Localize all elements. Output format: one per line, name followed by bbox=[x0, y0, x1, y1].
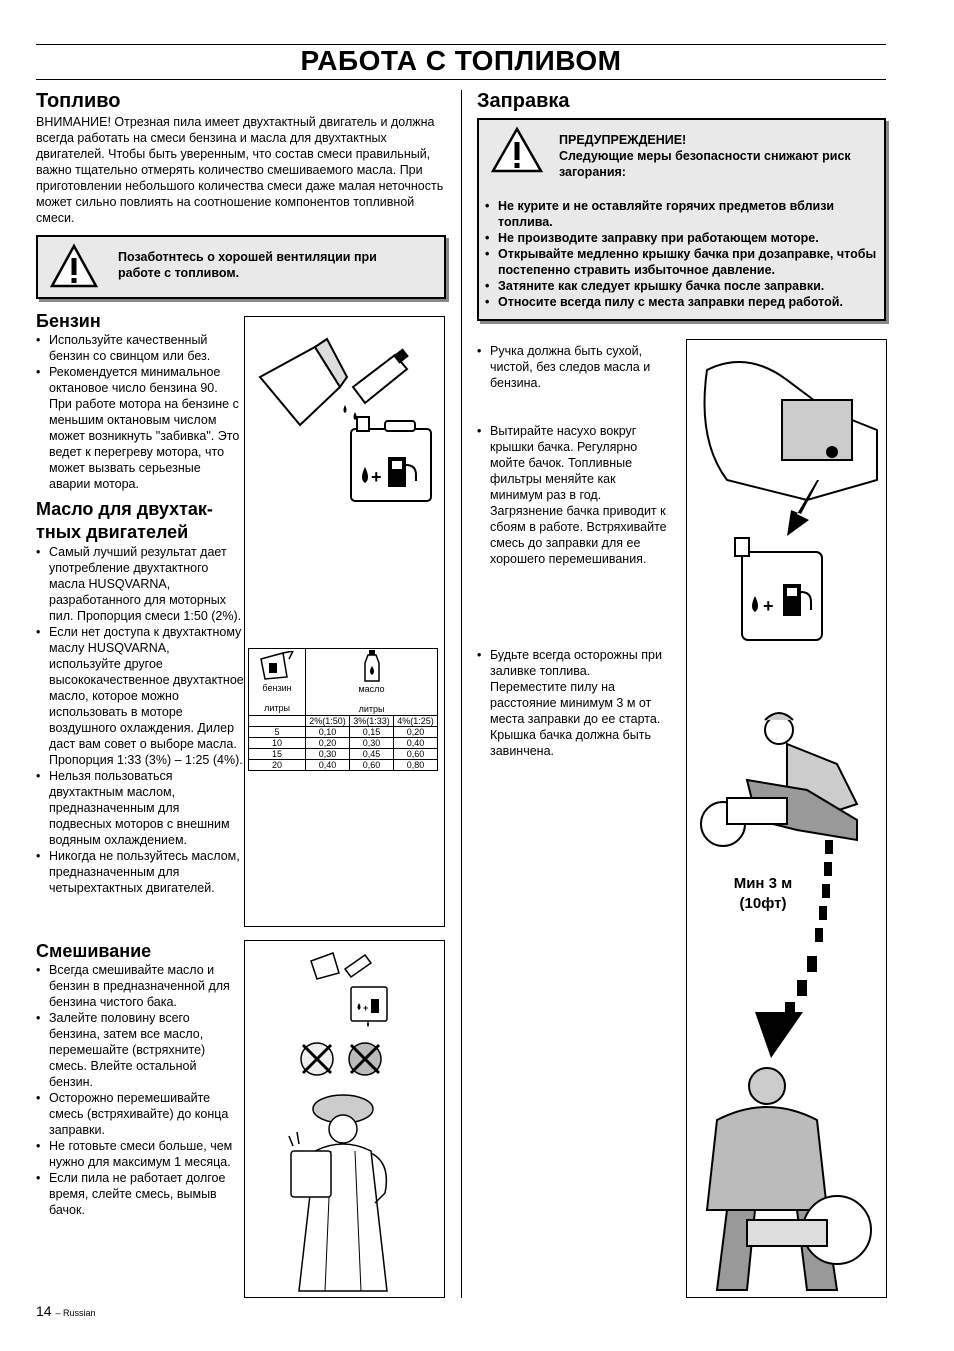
petrol-label: бензин bbox=[262, 683, 292, 693]
table-cell: 0,45 bbox=[350, 749, 394, 760]
table-cell: 0,20 bbox=[394, 727, 438, 738]
oil-bottle-icon bbox=[362, 650, 382, 682]
svg-text:+: + bbox=[763, 596, 774, 616]
list-item: • Осторожно перемешивайте смесь (встряхивайте) до конца заправки. bbox=[36, 1090, 236, 1138]
fuel-can-icon bbox=[257, 651, 297, 681]
oil-header-cell bbox=[306, 649, 438, 716]
list-item: • Если нет доступа к двухтактному маслу HUSQVARNA, используйте другое высококачественное двухтактное масло, которое можно использовать в моторе воздушного охлаждения. Дилер даст вам совет о выборе масла. Пропорция 1:33 (3%) – 1:25 (4%). bbox=[36, 624, 244, 768]
list-item: • Затяните как следует крышку бачка после заправки. bbox=[485, 278, 881, 294]
page-footer bbox=[36, 1303, 96, 1319]
list-item: • Не курите и не оставляйте горячих предметов вблизи топлива. bbox=[485, 198, 881, 230]
mixing-figure bbox=[244, 940, 445, 1298]
table-row bbox=[249, 727, 438, 738]
oil-heading bbox=[36, 498, 213, 544]
list-item: • Рекомендуется минимальное октановое число бензина 90. При работе мотора на бензине с меньшим октановым числом может возникнуть "забивка". Это ведет к перегреву мотора, что может вызвать серьезные аварии мотора. bbox=[36, 364, 244, 492]
list-item: • Всегда смешивайте масло и бензин в предназначенной для бензина чистого бака. bbox=[36, 962, 236, 1010]
mix-ratio-table bbox=[248, 648, 438, 771]
table-cell: 20 bbox=[249, 760, 306, 771]
list-item: • Будьте всегда осторожны при заливке топлива. Переместите пилу на расстояние минимум 3 м от места заправки до ее старта. Крышка бачка должна быть завинчена. bbox=[477, 647, 669, 759]
warning-triangle-icon bbox=[50, 243, 98, 289]
list-item: • Используйте качественный бензин со свинцом или без. bbox=[36, 332, 244, 364]
table-header-cell: 3%(1:33) bbox=[350, 716, 394, 727]
list-item: • Самый лучший результат дает употребление двухтактного масла HUSQVARNA, разработанного для моторных пил. Пропорция смеси 1:50 (2%). bbox=[36, 544, 244, 624]
table-cell: 0,40 bbox=[394, 738, 438, 749]
distance-line2: (10фт) bbox=[739, 895, 787, 912]
table-cell: 0,10 bbox=[306, 727, 350, 738]
petrol-header-cell bbox=[249, 649, 306, 716]
table-cell: 0,15 bbox=[350, 727, 394, 738]
svg-text:+: + bbox=[363, 1003, 369, 1013]
list-item: • Если пила не работает долгое время, слейте смесь, вымыв бачок. bbox=[36, 1170, 236, 1218]
title-rule bbox=[36, 79, 886, 80]
list-item: • Открывайте медленно крышку бачка при дозаправке, чтобы постепенно стравить избыточное давление. bbox=[485, 246, 881, 278]
mixing-heading: Смешивание bbox=[36, 941, 152, 961]
list-item: • Не готовьте смеси больше, чем нужно для максимум 1 месяца. bbox=[36, 1138, 236, 1170]
list-item: • Нельзя пользоваться двухтактным маслом, предназначенным для подвесных моторов с внешним водяным охлаждением. bbox=[36, 768, 244, 848]
mixing-illustration-icon bbox=[245, 941, 444, 1297]
table-cell: 0,60 bbox=[350, 760, 394, 771]
mix-ratio-table-wrap bbox=[248, 648, 438, 771]
refuel-list-3 bbox=[477, 647, 669, 759]
refuel-warning-title: ПРЕДУПРЕЖДЕНИЕ! bbox=[559, 133, 687, 147]
petrol-heading: Бензин bbox=[36, 311, 101, 331]
refuel-list-2 bbox=[477, 423, 667, 567]
distance-label bbox=[713, 874, 813, 914]
table-cell: 0,20 bbox=[306, 738, 350, 749]
table-cell: 0,30 bbox=[306, 749, 350, 760]
table-header-cell: 2%(1:50) bbox=[306, 716, 350, 727]
list-item: • Залейте половину всего бензина, затем все масло, перемешайте (встряхните) смесь. Влейте остальной бензин. bbox=[36, 1010, 236, 1090]
ventilation-warning bbox=[36, 235, 446, 299]
refuel-warning-box bbox=[477, 118, 886, 321]
ventilation-warning-text: Позаботнтесь о хорошей вентиляции при работе с топливом. bbox=[118, 250, 377, 280]
petrol-unit: литры bbox=[264, 703, 290, 713]
table-row bbox=[249, 749, 438, 760]
table-cell: 0,30 bbox=[350, 738, 394, 749]
oil-label: масло bbox=[358, 684, 385, 694]
table-cell: 10 bbox=[249, 738, 306, 749]
mixing-list bbox=[36, 962, 236, 1218]
column-divider bbox=[461, 90, 462, 1298]
table-cell: 0,60 bbox=[394, 749, 438, 760]
table-cell: 5 bbox=[249, 727, 306, 738]
page-number: 14 bbox=[36, 1303, 52, 1319]
table-cell: 0,40 bbox=[306, 760, 350, 771]
warning-triangle-icon bbox=[491, 126, 543, 174]
table-header-cell: 4%(1:25) bbox=[394, 716, 438, 727]
fuel-intro: ВНИМАНИЕ! Отрезная пила имеет двухтактный двигатель и должна всегда работать на смеси бензина и масла для двухтактных двигателей. Чтобы быть уверенным, что состав смеси правильный, важно тщательно отмерять количество смешиваемого масла. При приготовлении небольшого количества смеси даже малая неточность может сильно повлиять на соотношение компонентов топливной смеси. bbox=[36, 115, 444, 225]
fuel-heading: Топливо bbox=[36, 90, 121, 112]
oil-heading-line1: Масло для двухтак- bbox=[36, 499, 213, 519]
page-title: РАБОТА С ТОПЛИВОМ bbox=[300, 45, 622, 76]
refuel-illustration-icon bbox=[687, 340, 886, 1297]
fuel-can-pour-icon bbox=[245, 317, 444, 507]
table-cell: 15 bbox=[249, 749, 306, 760]
list-item: • Относите всегда пилу с места заправки перед работой. bbox=[485, 294, 881, 310]
svg-text:+: + bbox=[371, 467, 382, 487]
refuel-heading: Заправка bbox=[477, 90, 570, 112]
refuel-warning-text: Следующие меры безопасности снижают риск загорания: bbox=[559, 149, 851, 179]
table-cell: 0,80 bbox=[394, 760, 438, 771]
oil-figure-box bbox=[244, 506, 445, 927]
table-row bbox=[249, 738, 438, 749]
refuel-warning-list bbox=[485, 198, 881, 310]
list-item: • Ручка должна быть сухой, чистой, без следов масла и бензина. bbox=[477, 343, 667, 391]
list-item: • Не производите заправку при работающем моторе. bbox=[485, 230, 881, 246]
oil-heading-line2: тных двигателей bbox=[36, 522, 189, 542]
oil-unit: литры bbox=[358, 704, 385, 714]
table-row bbox=[249, 760, 438, 771]
oil-list bbox=[36, 544, 244, 896]
petrol-list bbox=[36, 332, 244, 492]
table-cell bbox=[249, 716, 306, 727]
footer-language: – Russian bbox=[55, 1308, 96, 1318]
refuel-figure bbox=[686, 339, 887, 1298]
list-item: • Никогда не пользуйтесь маслом, предназначенным для четырехтактных двигателей. bbox=[36, 848, 244, 896]
list-item: • Вытирайте насухо вокруг крышки бачка. Регулярно мойте бачок. Топливные фильтры меняйте как минимум раз в год. Загрязнение бачка приводит к сбоям в работе. Встряхивайте смесь до заправки для ее хорошего перемешивания. bbox=[477, 423, 667, 567]
refuel-list-1 bbox=[477, 343, 667, 391]
distance-line1: Мин 3 м bbox=[733, 875, 793, 892]
petrol-figure bbox=[244, 316, 445, 508]
